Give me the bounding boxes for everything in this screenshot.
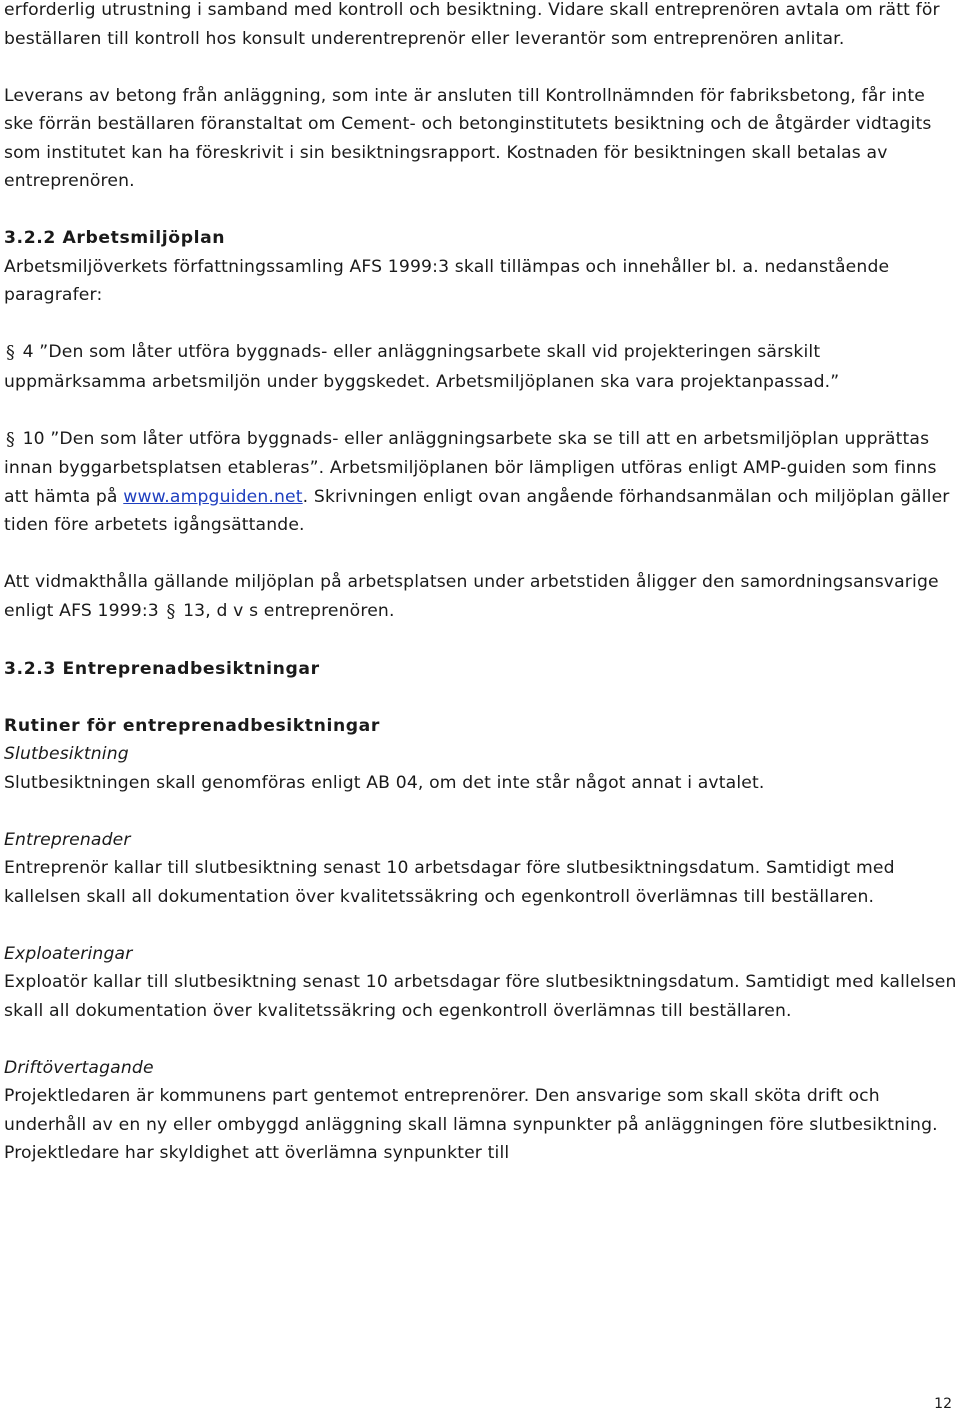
paragraph-equipment: erforderlig utrustning i samband med kontroll och besiktning. Vidare skall entreprenören avtala om rätt för beställaren till kontroll hos konsult underentreprenör eller leverantör som entreprenören anlitar. xyxy=(4,0,940,49)
section-sign: § xyxy=(6,343,15,363)
paragraph-driftovertagande: Projektledaren är kommunens part gentemot entreprenörer. Den ansvarige som skall sköta drift och underhåll av en ny eller ombyggd anläggning skall lämna synpunkter på anläggningen före slutbesiktning. Projektledare har skyldighet att överlämna synpunkter till xyxy=(4,1086,938,1163)
paragraph-section-4 xyxy=(4,338,958,396)
heading-rutiner: Rutiner för entreprenadbesiktningar xyxy=(4,715,380,736)
paragraph-section-10 xyxy=(4,425,958,540)
subheading-driftovertagande: Driftövertagande xyxy=(4,1057,154,1078)
paragraph-environment-plan xyxy=(4,568,958,626)
paragraph-slutbesiktning: Slutbesiktningen skall genomföras enligt AB 04, om det inte står något annat i avtalet. xyxy=(4,772,765,793)
paragraph-afs: Arbetsmiljöverkets författningssamling AFS 1999:3 skall tillämpas och innehåller bl. a. nedanstående paragrafer: xyxy=(4,256,890,305)
section-sign: § xyxy=(166,601,176,622)
section-sign: § xyxy=(6,429,15,450)
ampguiden-link[interactable]: www.ampguiden.net xyxy=(123,486,303,507)
page-number: 12 xyxy=(934,1396,952,1412)
heading-3-2-2: 3.2.2 Arbetsmiljöplan xyxy=(4,228,226,248)
environment-plan-text-end: 13, d v s entreprenören. xyxy=(183,600,395,621)
section-10-text-end: . Skrivningen enligt ovan angående förhandsanmälan och miljöplan gäller tiden före arbetets igångsättande. xyxy=(4,486,950,535)
subheading-slutbesiktning: Slutbesiktning xyxy=(4,744,129,764)
section-4-text: 4 ”Den som låter utföra byggnads- eller anläggningsarbete skall vid projekteringen särskilt uppmärksamma arbetsmiljön under byggskedet. Arbetsmiljöplanen ska vara projektanpassad.” xyxy=(4,342,840,392)
subheading-exploateringar: Exploateringar xyxy=(4,943,133,964)
section-10-text: 10 ”Den som låter utföra byggnads- eller anläggningsarbete ska se till att en arbetsmiljöplan upprättas innan byggarbetsplatsen etableras”. Arbetsmiljöplanen bör lämpligen utföras enligt AMP-guiden som finns att hämta på xyxy=(4,428,937,507)
paragraph-exploateringar: Exploatör kallar till slutbesiktning senast 10 arbetsdagar före slutbesiktningsdatum. Samtidigt med kallelsen skall all dokumentation över kvalitetssäkring och egenkontroll överlämnas till beställaren. xyxy=(4,972,957,1021)
paragraph-concrete-delivery: Leverans av betong från anläggning, som inte är ansluten till Kontrollnämnden för fabriksbetong, får inte ske förrän beställaren föranstaltat om Cement- och betonginstitutets besiktning och de åtgärder vidtagits som institutet kan ha föreskrivit i sin besiktningsrapport. Kostnaden för besiktningen skall betalas av entreprenören. xyxy=(4,85,932,191)
document-page xyxy=(4,0,958,1168)
heading-3-2-3: 3.2.3 Entreprenadbesiktningar xyxy=(4,658,320,679)
subheading-entreprenader: Entreprenader xyxy=(4,829,131,850)
environment-plan-text: Att vidmakthålla gällande miljöplan på arbetsplatsen under arbetstiden åligger den samordningsansvarige enligt AFS 1999:3 xyxy=(4,572,939,621)
paragraph-entreprenader: Entreprenör kallar till slutbesiktning senast 10 arbetsdagar före slutbesiktningsdatum. Samtidigt med kallelsen skall all dokumentation över kvalitetssäkring och egenkontroll överlämnas till beställaren. xyxy=(4,858,895,907)
